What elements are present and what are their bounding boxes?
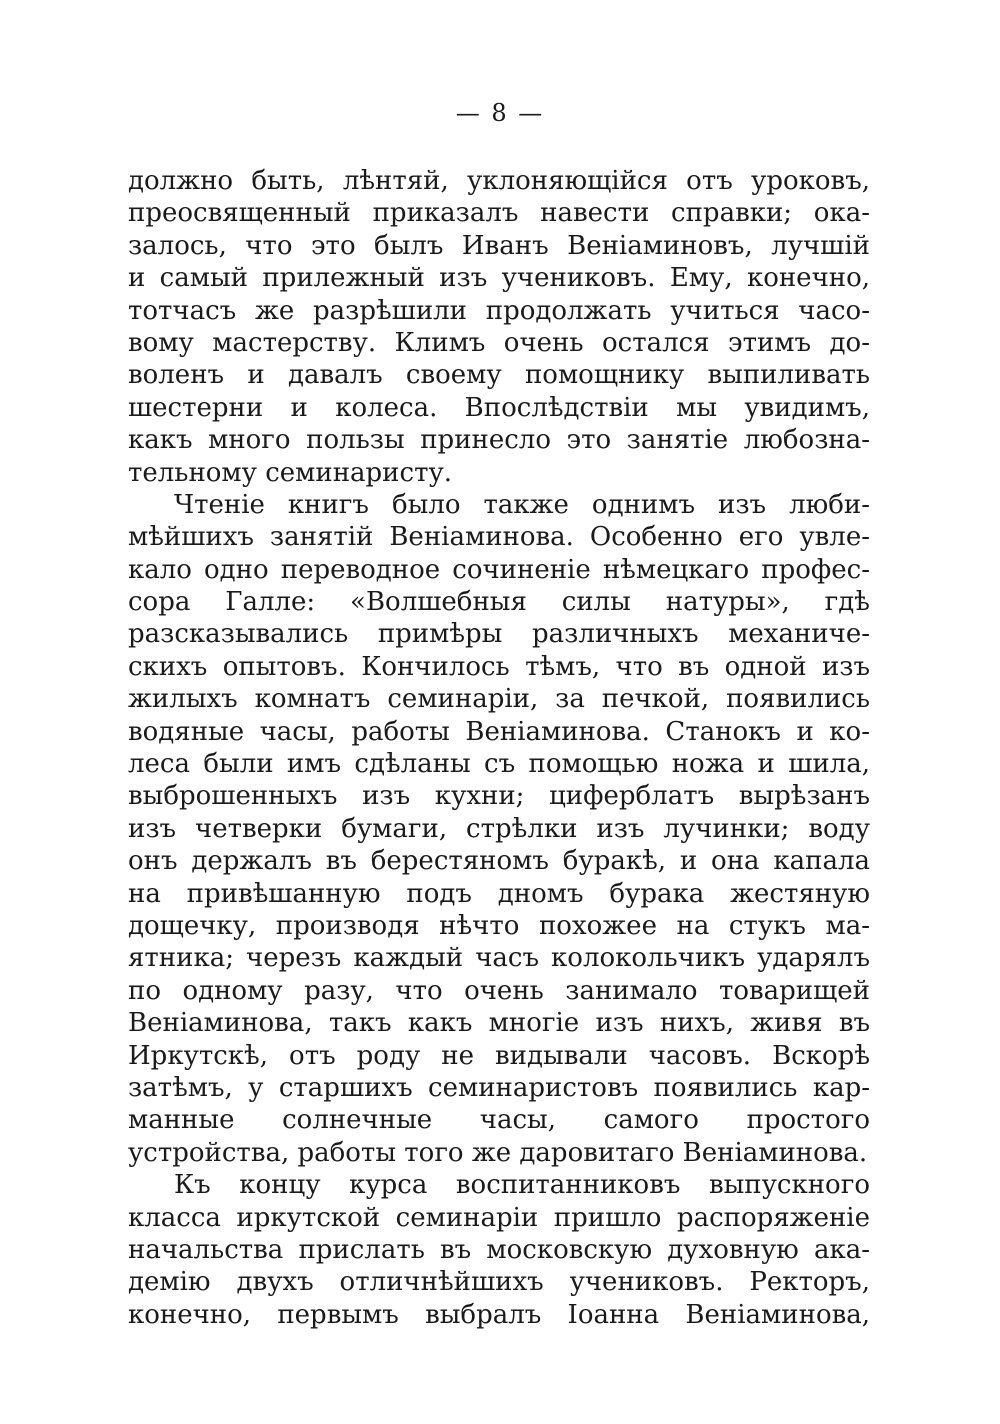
text-line: класса иркутской семинаріи пришло распоряженіе <box>128 1202 870 1233</box>
text-line: Иркутскѣ, отъ роду не видывали часовъ. Вскорѣ <box>128 1040 870 1071</box>
text-line: демію двухъ отличнѣйшихъ учениковъ. Ректоръ, <box>128 1267 870 1298</box>
text-line: залось, что это былъ Иванъ Веніаминовъ, лучшій <box>128 230 870 261</box>
text-line: водяные часы, работы Веніаминова. Станокъ и ко- <box>128 716 870 747</box>
text-line: выброшенныхъ изъ кухни; циферблатъ вырѣзанъ <box>128 781 870 812</box>
text-line: тотчасъ же разрѣшили продолжать учиться часо- <box>128 295 870 326</box>
paragraph-first-line: Къ концу курса воспитанниковъ выпускного <box>174 1170 870 1201</box>
page-number: — 8 — <box>455 99 545 127</box>
text-line: вому мастерству. Климъ очень остался этимъ до- <box>128 327 870 358</box>
text-line: скихъ опытовъ. Кончилось тѣмъ, что въ одной изъ <box>128 651 870 682</box>
text-line: мѣйшихъ занятій Веніаминова. Особенно его увле- <box>128 522 870 553</box>
text-line: онъ держалъ въ берестяномъ буракѣ, и она капала <box>128 846 870 877</box>
text-line: на привѣшанную подъ дномъ бурака жестяную <box>128 878 870 909</box>
text-line: ятника; черезъ каждый часъ колокольчикъ ударялъ <box>128 943 870 974</box>
text-line: должно быть, лѣнтяй, уклоняющійся отъ уроковъ, <box>128 166 870 196</box>
text-line: кало одно переводное сочиненіе нѣмецкаго профес- <box>128 554 870 585</box>
text-line: жилыхъ комнатъ семинаріи, за печкой, появились <box>128 684 870 715</box>
text-line: леса были имъ сдѣланы съ помощью ножа и шила, <box>128 749 870 780</box>
text-line: шестерни и колеса. Впослѣдствіи мы увидимъ, <box>128 392 870 423</box>
text-line: разсказывались примѣры различныхъ механиче- <box>128 619 870 650</box>
text-line: по одному разу, что очень занимало товарищей <box>128 975 870 1006</box>
text-line: воленъ и давалъ своему помощнику выпиливать <box>128 360 870 391</box>
text-line: манные солнечные часы, самого простого <box>128 1105 870 1136</box>
text-line: сора Галле: «Волшебныя силы натуры», гдѣ <box>128 587 870 618</box>
text-line: дощечку, производя нѣчто похожее на стукъ ма- <box>128 910 870 941</box>
body-text <box>128 165 870 1331</box>
text-line: преосвященный приказалъ навести справки; ока- <box>128 198 870 229</box>
text-line: затѣмъ, у старшихъ семинаристовъ появились кар- <box>128 1072 870 1103</box>
text-line: изъ четверки бумаги, стрѣлки изъ лучинки; воду <box>128 813 870 844</box>
text-line: конечно, первымъ выбралъ Іоанна Веніаминова, <box>128 1299 870 1330</box>
text-line: устройства, работы того же даровитаго Веніаминова. <box>128 1137 868 1168</box>
text-line: какъ много пользы принесло это занятіе любозна- <box>128 425 870 456</box>
text-line: начальства прислать въ московскую духовную ака- <box>128 1234 870 1265</box>
text-line: тельному семинаристу. <box>128 457 453 488</box>
paragraph-first-line: Чтеніе книгъ было также однимъ изъ люби- <box>174 489 870 520</box>
text-line: и самый прилежный изъ учениковъ. Ему, конечно, <box>128 263 870 294</box>
text-line: Веніаминова, такъ какъ многіе изъ нихъ, живя въ <box>128 1008 870 1039</box>
